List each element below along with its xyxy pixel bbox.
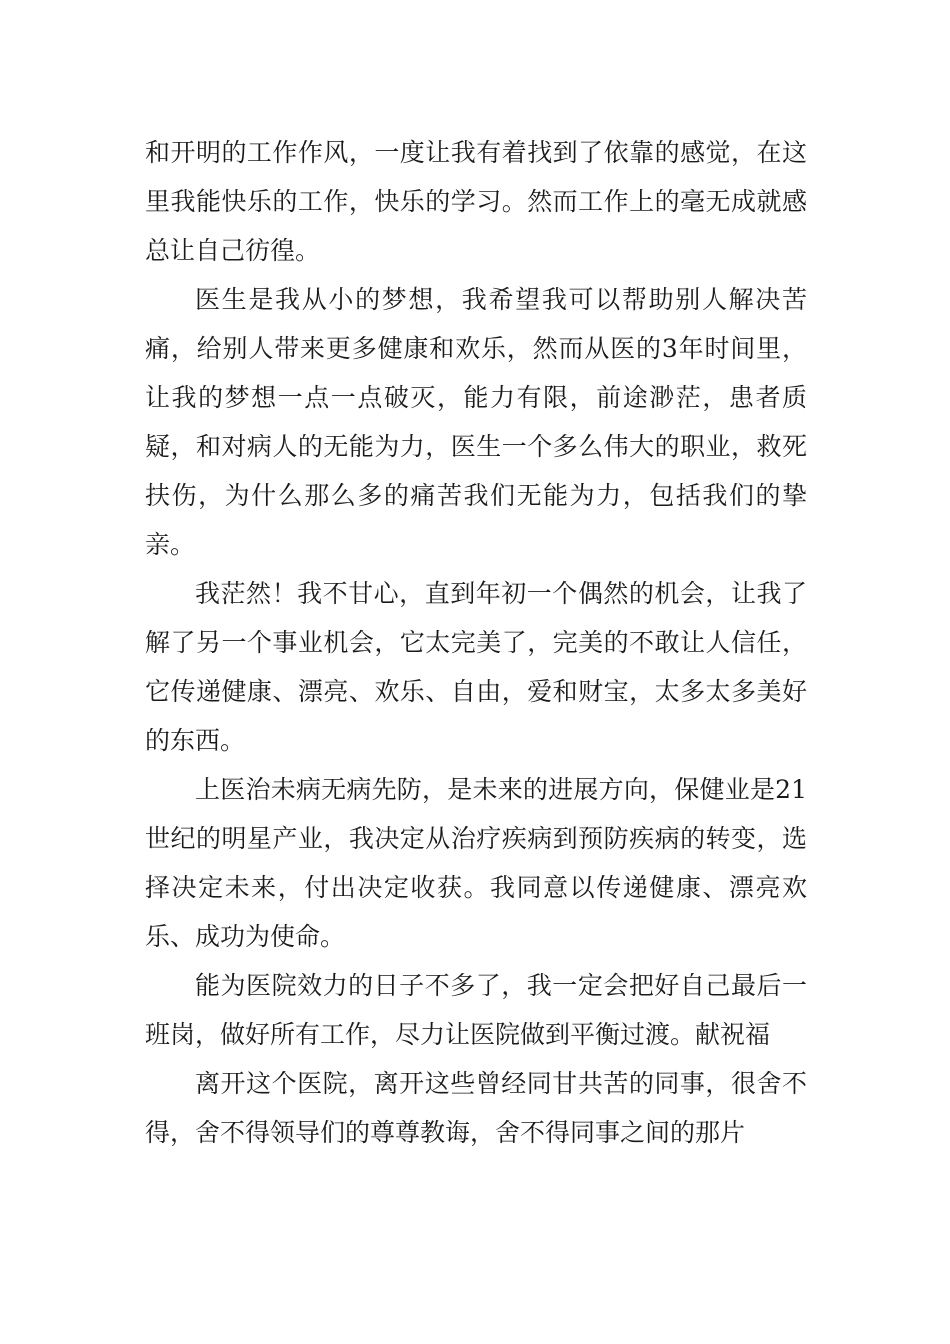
paragraph-2: 医生是我从小的梦想，我希望我可以帮助别人解决苦痛，给别人带来更多健康和欢乐，然而从医的3年时间里，让我的梦想一点一点破灭，能力有限，前途渺茫，患者质疑，和对病人的无能为力，医生一个多么伟大的职业，救死扶伤，为什么那么多的痛苦我们无能为力，包括我们的挚亲。 <box>145 285 807 559</box>
paragraph-5: 能为医院效力的日子不多了，我一定会把好自己最后一班岗，做好所有工作，尽力让医院做到平衡过渡。献祝福 <box>145 971 807 1049</box>
paragraph-1: 和开明的工作作风，一度让我有着找到了依靠的感觉，在这里我能快乐的工作，快乐的学习。然而工作上的毫无成就感总让自己彷徨。 <box>145 138 807 265</box>
paragraph-4: 上医治未病无病先防，是未来的进展方向，保健业是21世纪的明星产业，我决定从治疗疾病到预防疾病的转变，选择决定未来，付出决定收获。我同意以传递健康、漂亮欢乐、成功为使命。 <box>145 775 807 951</box>
document-body <box>145 128 807 1157</box>
paragraph-3: 我茫然！我不甘心，直到年初一个偶然的机会，让我了解了另一个事业机会，它太完美了，完美的不敢让人信任，它传递健康、漂亮、欢乐、自由，爱和财宝，太多太多美好的东西。 <box>145 579 807 755</box>
paragraph-6: 离开这个医院，离开这些曾经同甘共苦的同事，很舍不得，舍不得领导们的尊尊教诲，舍不得同事之间的那片 <box>145 1069 807 1147</box>
